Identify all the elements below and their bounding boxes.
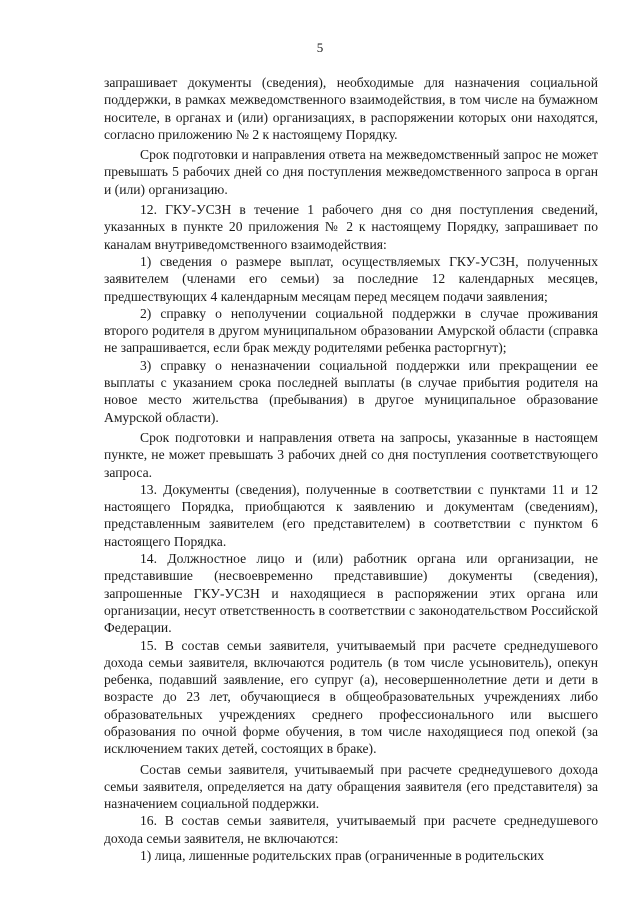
paragraph-11-continuation: запрашивает документы (сведения), необходимые для назначения социальной поддержки, в рамках межведомственного взаимодействия, в том числе на бумажном носителе, в органах и (или) организациях, в распоряжении которых они находятся, согласно приложению № 2 к настоящему Порядку. bbox=[104, 75, 598, 142]
paragraph-15: 15. В состав семьи заявителя, учитываемый при расчете среднедушевого дохода семьи заявителя, включаются родитель (в том числе усыновитель), опекун ребенка, подавший заявление, его супруг (а), несовершеннолетние дети и дети в возрасте до 23 лет, обучающиеся в общеобразовательных учреждениях либо образовательных учреждениях среднего профессионального или высшего образования по очной форме обучения, в том числе находящиеся под опекой (за исключением таких детей, состоящих в браке). bbox=[104, 637, 598, 757]
paragraph-11-deadline: Срок подготовки и направления ответа на межведомственный запрос не может превышать 5 рабочих дней со дня поступления межведомственного запроса в орган и (или) организацию. bbox=[104, 147, 598, 197]
paragraph-12-item-2: 2) справку о неполучении социальной поддержки в случае проживания второго родителя в другом муниципальном образовании Амурской области (справка не запрашивается, если брак между родителями ребенка расторгнут); bbox=[104, 305, 598, 356]
paragraph-16: 16. В состав семьи заявителя, учитываемый при расчете среднедушевого дохода семьи заявителя, не включаются: bbox=[104, 813, 598, 846]
paragraph-16-item-1: 1) лица, лишенные родительских прав (ограниченные в родительских bbox=[140, 848, 545, 864]
paragraph-13: 13. Документы (сведения), полученные в соответствии с пунктами 11 и 12 настоящего Порядка, приобщаются к заявлению и документам (сведениям), представленным заявителем (его представителем) в соответствии с пунктом 6 настоящего Порядка. bbox=[104, 481, 598, 549]
document-body bbox=[104, 74, 598, 864]
paragraph-14: 14. Должностное лицо и (или) работник органа или организации, не представившие (несвоевременно представившие) документы (сведения), запрошенные ГКУ-УСЗН и находящиеся в распоряжении этих органа или организации, несут ответственность в соответствии с законодательством Российской Федерации. bbox=[104, 551, 598, 636]
paragraph-12-deadline: Срок подготовки и направления ответа на запросы, указанные в настоящем пункте, не может превышать 3 рабочих дней со дня поступления соответствующего запроса. bbox=[104, 429, 598, 480]
paragraph-12: 12. ГКУ-УСЗН в течение 1 рабочего дня со дня поступления сведений, указанных в пункте 20 приложения № 2 к настоящему Порядку, запрашивает по каналам внутриведомственного взаимодействия: bbox=[104, 202, 598, 252]
paragraph-12-item-3: 3) справку о неназначении социальной поддержки или прекращении ее выплаты с указанием срока последней выплаты (в случае прибытия родителя на новое место жительства (пребывания) в другое муниципальное образование Амурской области). bbox=[104, 357, 598, 425]
paragraph-12-item-1: 1) сведения о размере выплат, осуществляемых ГКУ-УСЗН, полученных заявителем (членами его семьи) за последние 12 календарных месяцев, предшествующих 4 календарным месяцам перед месяцем подачи заявления; bbox=[104, 253, 598, 304]
paragraph-15-family-date: Состав семьи заявителя, учитываемый при расчете среднедушевого дохода семьи заявителя, определяется на дату обращения заявителя (его представителя) за назначением социальной поддержки. bbox=[104, 761, 598, 812]
page-number: 5 bbox=[316, 40, 324, 55]
